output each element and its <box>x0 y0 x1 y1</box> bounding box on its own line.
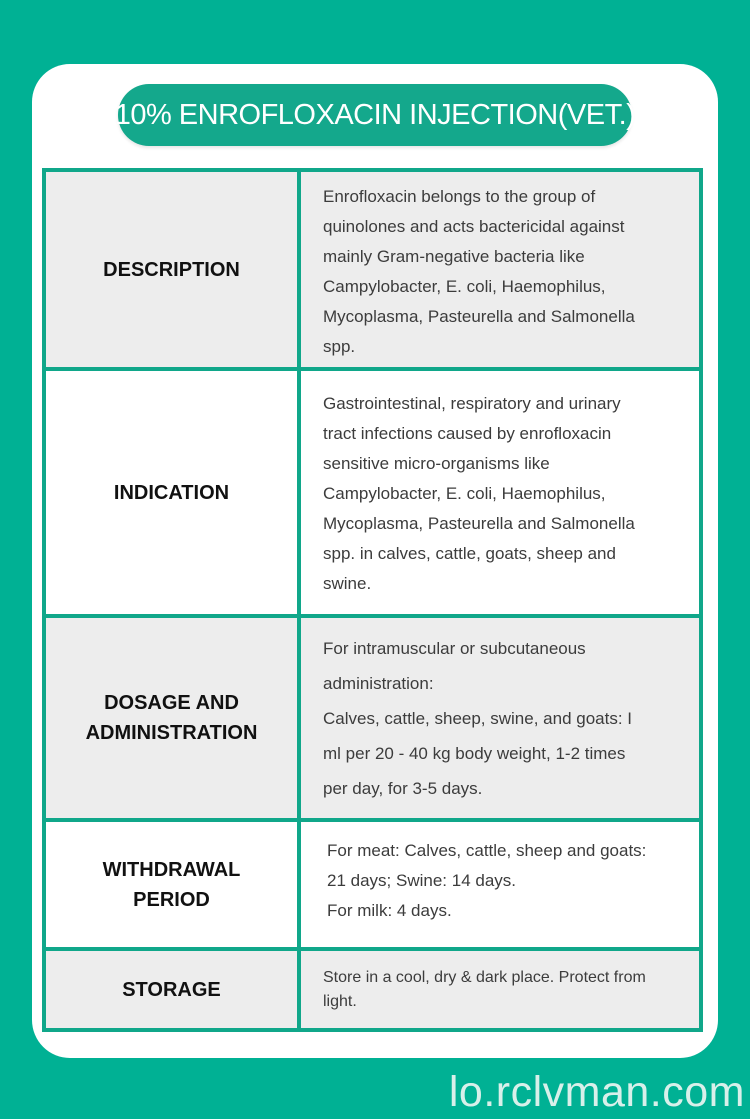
withdrawal-meat-text: For meat: Calves, cattle, sheep and goats: 21 days; Swine: 14 days. <box>327 841 647 890</box>
row-label-indication: INDICATION <box>46 371 301 614</box>
table-row-dosage <box>46 614 699 818</box>
title-banner <box>114 84 636 146</box>
product-card <box>32 64 718 1058</box>
row-label-withdrawal: WITHDRAWAL PERIOD <box>46 822 301 947</box>
table-row-indication <box>46 367 699 614</box>
description-text: Enrofloxacin belongs to the group of quinolones and acts bactericidal against mainly Gram-negative bacteria like Campylobacter, E. coli, Haemophilus, Mycoplasma, Pasteurella and Salmonella spp. <box>323 187 635 356</box>
row-label-description: DESCRIPTION <box>46 172 301 367</box>
row-label-storage: STORAGE <box>46 951 301 1028</box>
dosage-text-line-1: For intramuscular or subcutaneous administration: <box>323 639 586 693</box>
table-row-storage <box>46 947 699 1028</box>
row-content-indication <box>301 371 699 614</box>
row-content-description <box>301 172 699 367</box>
withdrawal-milk-text: For milk: 4 days. <box>327 901 452 920</box>
product-title: 10% ENROFLOXACIN INJECTION(VET.) <box>114 98 636 131</box>
indication-text: Gastrointestinal, respiratory and urinary tract infections caused by enrofloxacin sensitive micro-organisms like Campylobacter, E. coli, Haemophilus, Mycoplasma, Pasteurella and Salmonella spp. in calves, cattle, goats, sheep and swine. <box>323 394 635 593</box>
row-label-dosage: DOSAGE AND ADMINISTRATION <box>46 618 301 818</box>
storage-text: Store in a cool, dry & dark place. Protect from light. <box>323 969 646 1010</box>
table-row-description <box>46 172 699 367</box>
table-row-withdrawal <box>46 818 699 947</box>
row-content-withdrawal <box>301 822 699 947</box>
site-watermark: lo.rclvman.com <box>448 1068 745 1116</box>
dosage-text-line-2: Calves, cattle, sheep, swine, and goats: I ml per 20 - 40 kg body weight, 1-2 times per day, for 3-5 days. <box>323 709 633 798</box>
row-content-dosage <box>301 618 699 818</box>
info-table <box>42 168 703 1032</box>
row-content-storage <box>301 951 699 1028</box>
